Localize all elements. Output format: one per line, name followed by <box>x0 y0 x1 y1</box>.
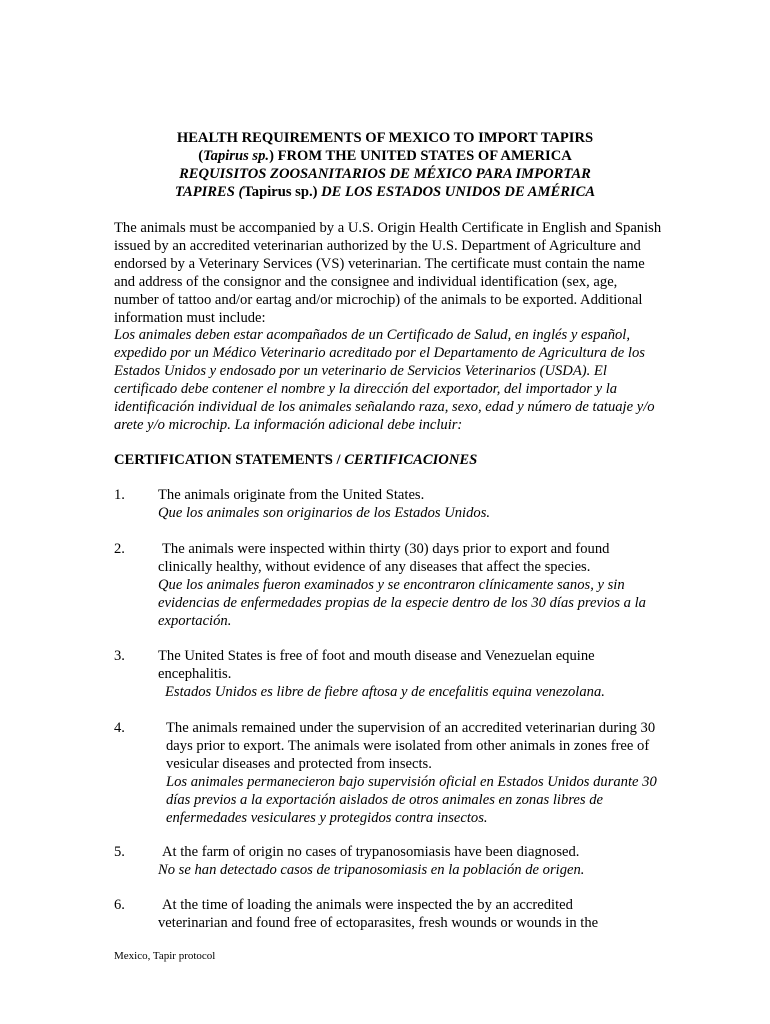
document-title <box>100 129 670 201</box>
statement-body <box>158 844 668 880</box>
statement-spanish: No se han detectado casos de tripanosomiasis en la población de origen. <box>158 861 585 878</box>
statement-english: At the time of loading the animals were inspected the by an accredited veterinarian and found free of ectoparasites, fresh wounds or wounds in the <box>158 897 599 931</box>
statement-english: At the farm of origin no cases of trypanosomiasis have been diagnosed. <box>162 844 580 860</box>
statement-body <box>158 648 628 702</box>
statement-spanish: Estados Unidos es libre de fiebre aftosa y de encefalitis equina venezolana. <box>165 683 605 700</box>
statement-number: 2. <box>114 541 125 557</box>
statement-english: The animals were inspected within thirty (30) days prior to export and found clinically healthy, without evidence of any diseases that affect the species. <box>158 541 610 575</box>
statement-number: 1. <box>114 487 125 503</box>
intro-section <box>114 220 662 435</box>
title-line-3: REQUISITOS ZOOSANITARIOS DE MÉXICO PARA IMPORTAR <box>179 166 591 182</box>
certification-heading-spanish: CERTIFICACIONES <box>344 452 478 468</box>
intro-english: The animals must be accompanied by a U.S. Origin Health Certificate in English and Spanish issued by an accredited veterinarian authorized by the U.S. Department of Agriculture and endorsed by a Veterinary Services (VS) veterinarian. The certificate must contain the name and address of the consignor and the consignee and individual identification (sex, age, number of tattoo and/or eartag and/or microchip) of the animals to be exported. Additional information must include: <box>114 220 662 326</box>
statement-number: 3. <box>114 648 125 664</box>
statement-number: 4. <box>114 720 125 736</box>
certification-heading-english: CERTIFICATION STATEMENTS / <box>114 452 345 468</box>
title-line-1: HEALTH REQUIREMENTS OF MEXICO TO IMPORT TAPIRS <box>176 130 594 146</box>
title-line-4-a: TAPIRES ( <box>174 184 244 200</box>
certification-heading <box>114 451 477 469</box>
statement-spanish: Los animales permanecieron bajo supervisión oficial en Estados Unidos durante 30 días previos a la exportación aislados de otros animales en zonas libres de enfermedades vesiculares y protegidos contra insectos. <box>166 773 657 826</box>
page-footer: Mexico, Tapir protocol <box>114 950 216 962</box>
statement-number: 6. <box>114 897 125 913</box>
statement-body <box>158 541 654 631</box>
statement-english: The animals remained under the supervision of an accredited veterinarian during 30 days prior to export. The animals were isolated from other animals in zones free of vesicular diseases and protected from insects. <box>166 720 656 772</box>
statement-spanish: Que los animales son originarios de los Estados Unidos. <box>158 504 491 521</box>
statement-number: 5. <box>114 844 125 860</box>
statement-english: The animals originate from the United States. <box>158 487 425 503</box>
title-line-4-c: DE LOS ESTADOS UNIDOS DE AMÉRICA <box>317 184 596 200</box>
title-line-4 <box>100 183 670 201</box>
statement-body <box>158 897 620 933</box>
intro-spanish: Los animales deben estar acompañados de un Certificado de Salud, en inglés y español, expedido por un Médico Veterinario acreditado por el Departamento de Agricultura de los Estados Unidos y endosado por un veterinario de Servicios Veterinarios (USDA). El certificado debe contener el nombre y la dirección del exportador, del importador y la identificación individual de los animales señalando raza, sexo, edad y número de tatuaje y/o arete y/o microchip. La información adicional debe incluir: <box>114 327 655 433</box>
title-line-2-rest: ) FROM THE UNITED STATES OF AMERICA <box>269 148 572 164</box>
statement-english: The United States is free of foot and mouth disease and Venezuelan equine encephalitis. <box>158 648 595 682</box>
title-line-2 <box>100 147 670 165</box>
title-line-4-species: Tapirus sp.) <box>243 184 318 200</box>
title-paren: ( <box>198 148 204 164</box>
statement-body <box>158 487 668 523</box>
title-species: Tapirus sp. <box>203 148 270 164</box>
statement-spanish: Que los animales fueron examinados y se encontraron clínicamente sanos, y sin evidencias de enfermedades propias de la especie dentro de los 30 días previos a la exportación. <box>158 576 646 629</box>
statement-body <box>166 720 662 827</box>
